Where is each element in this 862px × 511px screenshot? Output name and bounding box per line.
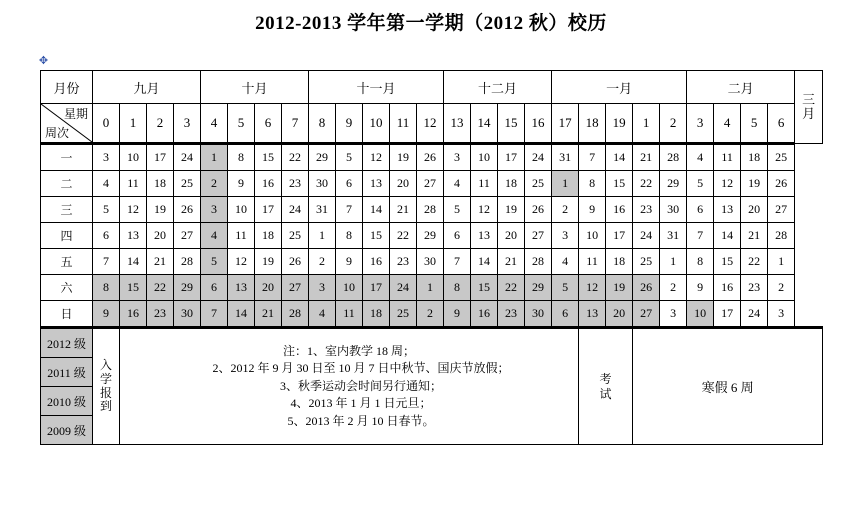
week-number-cell: 0 [93, 104, 120, 144]
date-cell: 25 [525, 171, 552, 197]
date-cell: 29 [660, 171, 687, 197]
date-cell: 3 [309, 275, 336, 301]
date-cell: 1 [660, 249, 687, 275]
calendar-row [41, 275, 823, 301]
date-cell: 28 [417, 197, 444, 223]
date-cell: 14 [120, 249, 147, 275]
date-cell: 2 [309, 249, 336, 275]
date-cell: 7 [93, 249, 120, 275]
date-cell: 2 [660, 275, 687, 301]
date-cell: 27 [633, 301, 660, 328]
date-cell: 10 [336, 275, 363, 301]
date-cell: 21 [390, 197, 417, 223]
date-cell: 8 [93, 275, 120, 301]
date-cell: 8 [579, 171, 606, 197]
date-cell: 26 [174, 197, 201, 223]
date-cell: 1 [768, 249, 795, 275]
date-cell: 9 [93, 301, 120, 328]
date-cell: 15 [714, 249, 741, 275]
date-cell: 26 [525, 197, 552, 223]
date-cell: 14 [363, 197, 390, 223]
date-cell: 5 [93, 197, 120, 223]
date-cell: 28 [660, 144, 687, 171]
date-cell: 11 [336, 301, 363, 328]
calendar-row [41, 197, 823, 223]
date-cell: 11 [714, 144, 741, 171]
date-cell: 8 [687, 249, 714, 275]
week-number-cell: 1 [120, 104, 147, 144]
week-number-cell: 6 [768, 104, 795, 144]
week-number-cell: 8 [309, 104, 336, 144]
date-cell: 13 [120, 223, 147, 249]
week-number-cell: 11 [390, 104, 417, 144]
date-cell: 20 [147, 223, 174, 249]
date-cell: 6 [552, 301, 579, 328]
date-cell: 13 [471, 223, 498, 249]
month-cell: 一月 [552, 71, 687, 104]
month-header-row [41, 71, 823, 104]
week-number-cell: 19 [606, 104, 633, 144]
date-cell: 17 [255, 197, 282, 223]
weekday-name-cell: 一 [41, 144, 93, 171]
month-cell: 二月 [687, 71, 795, 104]
date-cell: 31 [660, 223, 687, 249]
date-cell: 18 [606, 249, 633, 275]
week-number-cell: 12 [417, 104, 444, 144]
month-cell: 三 月 [795, 71, 823, 144]
date-cell: 9 [444, 301, 471, 328]
weekday-name-cell: 六 [41, 275, 93, 301]
date-cell: 20 [606, 301, 633, 328]
date-cell: 24 [390, 275, 417, 301]
date-cell: 1 [309, 223, 336, 249]
week-weekday-corner [41, 104, 93, 144]
date-cell: 30 [660, 197, 687, 223]
date-cell: 21 [741, 223, 768, 249]
grade-cell: 2012 级 [41, 328, 93, 358]
date-cell: 6 [444, 223, 471, 249]
date-cell: 21 [498, 249, 525, 275]
date-cell: 27 [282, 275, 309, 301]
date-cell: 15 [471, 275, 498, 301]
date-cell: 12 [471, 197, 498, 223]
date-cell: 7 [336, 197, 363, 223]
date-cell: 7 [687, 223, 714, 249]
date-cell: 11 [228, 223, 255, 249]
date-cell: 10 [228, 197, 255, 223]
date-cell: 24 [741, 301, 768, 328]
date-cell: 31 [552, 144, 579, 171]
date-cell: 29 [174, 275, 201, 301]
week-number-cell: 18 [579, 104, 606, 144]
date-cell: 19 [147, 197, 174, 223]
date-cell: 29 [417, 223, 444, 249]
date-cell: 11 [579, 249, 606, 275]
month-label: 月份 [41, 71, 93, 104]
date-cell: 16 [255, 171, 282, 197]
week-number-cell: 7 [282, 104, 309, 144]
date-cell: 29 [309, 144, 336, 171]
date-cell: 1 [417, 275, 444, 301]
date-cell: 30 [174, 301, 201, 328]
date-cell: 17 [147, 144, 174, 171]
week-number-cell: 3 [687, 104, 714, 144]
calendar-row [41, 171, 823, 197]
date-cell: 4 [309, 301, 336, 328]
date-cell: 30 [309, 171, 336, 197]
date-cell: 23 [498, 301, 525, 328]
week-number-cell: 2 [147, 104, 174, 144]
date-cell: 25 [282, 223, 309, 249]
date-cell: 22 [390, 223, 417, 249]
week-number-cell: 6 [255, 104, 282, 144]
weekday-name-cell: 三 [41, 197, 93, 223]
date-cell: 12 [714, 171, 741, 197]
date-cell: 10 [579, 223, 606, 249]
date-cell: 20 [255, 275, 282, 301]
week-number-cell: 5 [228, 104, 255, 144]
date-cell: 22 [741, 249, 768, 275]
date-cell: 4 [552, 249, 579, 275]
date-cell: 8 [444, 275, 471, 301]
date-cell: 23 [147, 301, 174, 328]
date-cell: 23 [741, 275, 768, 301]
date-cell: 1 [201, 144, 228, 171]
week-number-cell: 5 [741, 104, 768, 144]
move-handle-icon[interactable]: ✥ [38, 55, 49, 67]
week-number-cell: 14 [471, 104, 498, 144]
date-cell: 19 [498, 197, 525, 223]
date-cell: 22 [147, 275, 174, 301]
date-cell: 4 [444, 171, 471, 197]
month-cell: 十月 [201, 71, 309, 104]
date-cell: 23 [390, 249, 417, 275]
date-cell: 6 [336, 171, 363, 197]
date-cell: 18 [363, 301, 390, 328]
date-cell: 22 [282, 144, 309, 171]
weekday-name-cell: 四 [41, 223, 93, 249]
date-cell: 24 [282, 197, 309, 223]
date-cell: 20 [390, 171, 417, 197]
week-number-cell: 3 [174, 104, 201, 144]
calendar-row [41, 144, 823, 171]
date-cell: 2 [201, 171, 228, 197]
week-number-cell: 13 [444, 104, 471, 144]
date-cell: 19 [606, 275, 633, 301]
date-cell: 30 [525, 301, 552, 328]
week-header-row [41, 104, 823, 144]
date-cell: 9 [336, 249, 363, 275]
notes-cell: 注：1、室内教学 18 周； 2、2012 年 9 月 30 日至 10 月 7 日中秋节、国庆节放假； 3、秋季运动会时间另行通知； 4、2013 年 1 月 1 日元旦； 5、2013 年 2 月 10 日春节。 [120, 328, 579, 445]
date-cell: 14 [228, 301, 255, 328]
date-cell: 4 [687, 144, 714, 171]
calendar-row [41, 301, 823, 328]
date-cell: 3 [768, 301, 795, 328]
date-cell: 11 [471, 171, 498, 197]
date-cell: 25 [174, 171, 201, 197]
date-cell: 10 [687, 301, 714, 328]
date-cell: 25 [768, 144, 795, 171]
calendar-row [41, 223, 823, 249]
date-cell: 20 [498, 223, 525, 249]
week-number-cell: 17 [552, 104, 579, 144]
date-cell: 16 [714, 275, 741, 301]
date-cell: 3 [93, 144, 120, 171]
date-cell: 12 [579, 275, 606, 301]
date-cell: 2 [768, 275, 795, 301]
date-cell: 3 [201, 197, 228, 223]
date-cell: 5 [201, 249, 228, 275]
date-cell: 21 [633, 144, 660, 171]
date-cell: 3 [444, 144, 471, 171]
date-cell: 3 [552, 223, 579, 249]
date-cell: 19 [390, 144, 417, 171]
date-cell: 13 [714, 197, 741, 223]
week-number-cell: 4 [714, 104, 741, 144]
date-cell: 8 [228, 144, 255, 171]
date-cell: 17 [606, 223, 633, 249]
winter-break-cell: 寒假 6 周 [633, 328, 823, 445]
date-cell: 5 [444, 197, 471, 223]
date-cell: 24 [525, 144, 552, 171]
date-cell: 7 [444, 249, 471, 275]
date-cell: 28 [174, 249, 201, 275]
date-cell: 13 [228, 275, 255, 301]
date-cell: 29 [525, 275, 552, 301]
academic-calendar [40, 70, 822, 445]
month-cell: 十二月 [444, 71, 552, 104]
date-cell: 14 [714, 223, 741, 249]
date-cell: 27 [174, 223, 201, 249]
date-cell: 18 [255, 223, 282, 249]
date-cell: 19 [741, 171, 768, 197]
calendar-table [40, 70, 823, 445]
month-cell: 十一月 [309, 71, 444, 104]
date-cell: 13 [363, 171, 390, 197]
date-cell: 5 [336, 144, 363, 171]
week-number-cell: 10 [363, 104, 390, 144]
date-cell: 8 [336, 223, 363, 249]
date-cell: 9 [687, 275, 714, 301]
date-cell: 25 [390, 301, 417, 328]
date-cell: 13 [579, 301, 606, 328]
date-cell: 3 [660, 301, 687, 328]
week-number-cell: 16 [525, 104, 552, 144]
date-cell: 27 [417, 171, 444, 197]
date-cell: 6 [687, 197, 714, 223]
date-cell: 26 [633, 275, 660, 301]
date-cell: 19 [255, 249, 282, 275]
week-number-cell: 1 [633, 104, 660, 144]
date-cell: 26 [768, 171, 795, 197]
date-cell: 6 [93, 223, 120, 249]
date-cell: 22 [633, 171, 660, 197]
date-cell: 16 [363, 249, 390, 275]
weekday-name-cell: 二 [41, 171, 93, 197]
week-label: 周次 [45, 126, 70, 140]
date-cell: 23 [633, 197, 660, 223]
week-number-cell: 4 [201, 104, 228, 144]
date-cell: 21 [147, 249, 174, 275]
date-cell: 9 [579, 197, 606, 223]
footer-row [41, 328, 823, 358]
date-cell: 27 [768, 197, 795, 223]
date-cell: 15 [606, 171, 633, 197]
date-cell: 10 [120, 144, 147, 171]
date-cell: 12 [120, 197, 147, 223]
date-cell: 31 [309, 197, 336, 223]
date-cell: 9 [228, 171, 255, 197]
month-cell: 九月 [93, 71, 201, 104]
date-cell: 16 [120, 301, 147, 328]
date-cell: 22 [498, 275, 525, 301]
date-cell: 26 [282, 249, 309, 275]
date-cell: 4 [93, 171, 120, 197]
date-cell: 5 [687, 171, 714, 197]
date-cell: 23 [282, 171, 309, 197]
weekday-name-cell: 日 [41, 301, 93, 328]
date-cell: 14 [471, 249, 498, 275]
date-cell: 18 [741, 144, 768, 171]
date-cell: 20 [741, 197, 768, 223]
date-cell: 18 [147, 171, 174, 197]
page-title: 2012-2013 学年第一学期（2012 秋）校历 [255, 13, 607, 34]
date-cell: 28 [282, 301, 309, 328]
date-cell: 17 [363, 275, 390, 301]
date-cell: 12 [363, 144, 390, 171]
date-cell: 2 [552, 197, 579, 223]
grade-cell: 2009 级 [41, 416, 93, 445]
weekday-name-cell: 五 [41, 249, 93, 275]
date-cell: 15 [255, 144, 282, 171]
date-cell: 5 [552, 275, 579, 301]
date-cell: 7 [579, 144, 606, 171]
grade-cell: 2010 级 [41, 387, 93, 416]
registration-cell: 入 学 报 到 [93, 328, 120, 445]
date-cell: 26 [417, 144, 444, 171]
calendar-row [41, 249, 823, 275]
date-cell: 7 [201, 301, 228, 328]
date-cell: 6 [201, 275, 228, 301]
date-cell: 1 [552, 171, 579, 197]
date-cell: 2 [417, 301, 444, 328]
weekday-label: 星期 [63, 107, 88, 121]
date-cell: 24 [174, 144, 201, 171]
date-cell: 17 [498, 144, 525, 171]
exam-cell: 考 试 [579, 328, 633, 445]
week-number-cell: 2 [660, 104, 687, 144]
date-cell: 16 [471, 301, 498, 328]
date-cell: 30 [417, 249, 444, 275]
date-cell: 21 [255, 301, 282, 328]
date-cell: 24 [633, 223, 660, 249]
date-cell: 12 [228, 249, 255, 275]
date-cell: 28 [768, 223, 795, 249]
date-cell: 28 [525, 249, 552, 275]
date-cell: 10 [471, 144, 498, 171]
date-cell: 4 [201, 223, 228, 249]
date-cell: 17 [714, 301, 741, 328]
date-cell: 11 [120, 171, 147, 197]
date-cell: 18 [498, 171, 525, 197]
date-cell: 16 [606, 197, 633, 223]
week-number-cell: 15 [498, 104, 525, 144]
date-cell: 27 [525, 223, 552, 249]
grade-cell: 2011 级 [41, 358, 93, 387]
date-cell: 15 [120, 275, 147, 301]
week-number-cell: 9 [336, 104, 363, 144]
date-cell: 14 [606, 144, 633, 171]
date-cell: 25 [633, 249, 660, 275]
date-cell: 15 [363, 223, 390, 249]
